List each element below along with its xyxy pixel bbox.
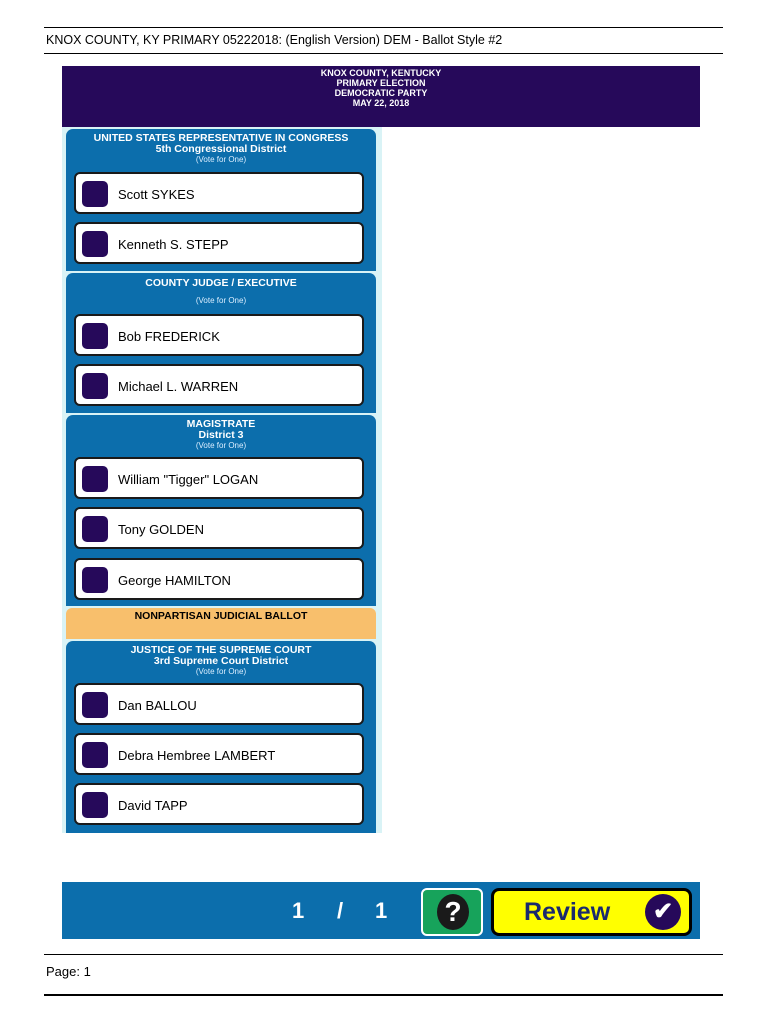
candidate-name: Michael L. WARREN	[118, 379, 239, 394]
candidate-option[interactable]	[74, 172, 364, 214]
bottom-rule	[44, 994, 723, 996]
candidate-option[interactable]	[74, 733, 364, 775]
contest-magistrate	[66, 415, 376, 606]
candidate-option[interactable]	[74, 783, 364, 825]
document-header: KNOX COUNTY, KY PRIMARY 05222018: (English Version) DEM - Ballot Style #2	[46, 33, 503, 47]
candidate-checkbox[interactable]	[82, 181, 108, 207]
contest-header	[66, 273, 376, 305]
question-mark-icon: ?	[437, 894, 469, 930]
review-button[interactable]	[491, 888, 692, 936]
total-pages: 1	[375, 898, 388, 923]
ballot-header	[62, 66, 700, 127]
contest-county-judge	[66, 273, 376, 413]
top-rule	[44, 27, 723, 28]
candidate-name: David TAPP	[118, 798, 188, 813]
contest-subtitle: 5th Congressional District	[155, 143, 287, 155]
candidate-name: George HAMILTON	[118, 573, 231, 588]
candidate-name: Debra Hembree LAMBERT	[118, 748, 276, 763]
contest-header	[66, 641, 376, 676]
page-separator: /	[337, 898, 344, 923]
candidate-checkbox[interactable]	[82, 323, 108, 349]
contest-subtitle: 3rd Supreme Court District	[153, 655, 289, 667]
page-footer: Page: 1	[46, 964, 91, 979]
footer-rule	[44, 954, 723, 955]
candidate-name: Tony GOLDEN	[118, 522, 204, 537]
candidate-checkbox[interactable]	[82, 567, 108, 593]
contest-subtitle: District 3	[198, 429, 244, 441]
ballot-date: MAY 22, 2018	[352, 98, 410, 108]
candidate-checkbox[interactable]	[82, 792, 108, 818]
vote-instruction: (Vote for One)	[195, 667, 247, 676]
candidate-checkbox[interactable]	[82, 692, 108, 718]
vote-instruction: (Vote for One)	[195, 155, 247, 164]
contest-title: MAGISTRATE	[186, 418, 256, 430]
candidate-name: Kenneth S. STEPP	[118, 237, 229, 252]
contest-header	[66, 415, 376, 450]
navigation-bar	[62, 882, 700, 939]
candidate-option[interactable]	[74, 558, 364, 600]
candidate-name: Scott SYKES	[118, 187, 195, 202]
vote-instruction: (Vote for One)	[195, 296, 247, 305]
candidate-option[interactable]	[74, 683, 364, 725]
contest-title: JUSTICE OF THE SUPREME COURT	[130, 644, 312, 656]
nonpartisan-banner: NONPARTISAN JUDICIAL BALLOT	[66, 608, 376, 639]
checkmark-icon: ✔	[645, 894, 681, 930]
candidate-checkbox[interactable]	[82, 373, 108, 399]
header-underline	[44, 53, 723, 54]
ballot-election: PRIMARY ELECTION	[336, 78, 426, 88]
candidate-checkbox[interactable]	[82, 516, 108, 542]
candidate-name: Bob FREDERICK	[118, 329, 220, 344]
candidate-option[interactable]	[74, 314, 364, 356]
candidate-option[interactable]	[74, 457, 364, 499]
candidate-checkbox[interactable]	[82, 742, 108, 768]
candidate-checkbox[interactable]	[82, 231, 108, 257]
contest-supreme-court	[66, 641, 376, 833]
help-button[interactable]	[421, 888, 483, 936]
candidate-name: Dan BALLOU	[118, 698, 197, 713]
contest-title: COUNTY JUDGE / EXECUTIVE	[145, 277, 297, 289]
contest-header	[66, 129, 376, 164]
candidate-checkbox[interactable]	[82, 466, 108, 492]
candidate-option[interactable]	[74, 222, 364, 264]
contest-us-representative	[66, 129, 376, 271]
contest-title: UNITED STATES REPRESENTATIVE IN CONGRESS	[93, 132, 349, 144]
ballot-party: DEMOCRATIC PARTY	[334, 88, 428, 98]
review-label: Review	[524, 898, 611, 926]
ballot-county: KNOX COUNTY, KENTUCKY	[320, 68, 442, 78]
vote-instruction: (Vote for One)	[195, 441, 247, 450]
current-page: 1	[292, 898, 305, 923]
candidate-name: William "Tigger" LOGAN	[118, 472, 259, 487]
candidate-option[interactable]	[74, 364, 364, 406]
candidate-option[interactable]	[74, 507, 364, 549]
